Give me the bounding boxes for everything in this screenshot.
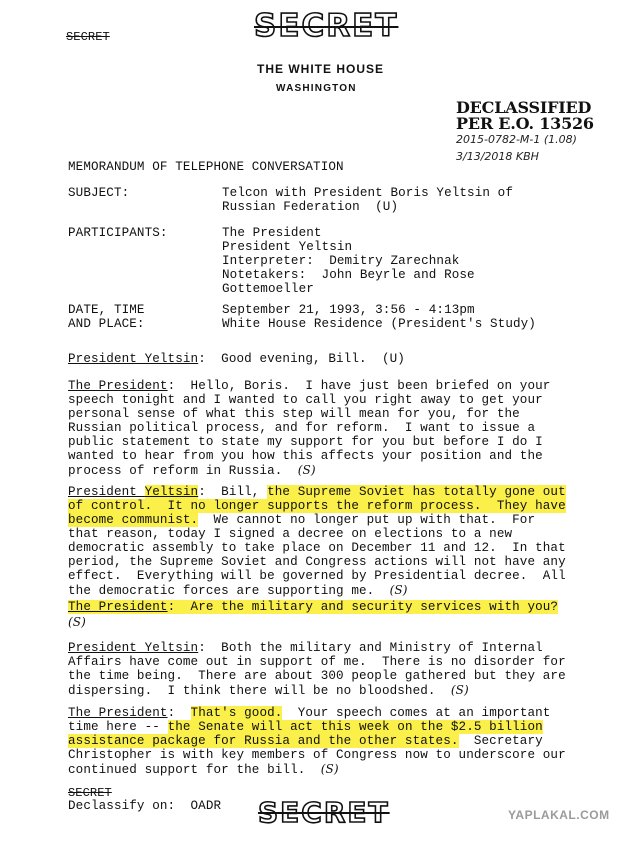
- declassified-stamp-line2: PER E.O. 13526: [456, 114, 594, 133]
- line-text: Your speech comes at an important: [282, 706, 551, 720]
- paragraph-yeltsin-2-line-7: effect. Everything will be governed by Presidential decree. All: [68, 569, 566, 583]
- classification-mark: (S): [297, 463, 316, 477]
- paragraph-president-3-line-4: Christopher is with key members of Congress now to underscore our: [68, 748, 566, 762]
- paragraph-yeltsin-2-line-2: [68, 499, 566, 513]
- date-value-line-1: September 21, 1993, 3:56 - 4:13pm: [222, 303, 475, 317]
- highlighted-text: of control. It no longer supports the reform process. They have: [68, 499, 566, 513]
- subject-line-1: Telcon with President Boris Yeltsin of: [222, 186, 513, 200]
- line-text: the democratic forces are supporting me.: [68, 584, 375, 598]
- speaker-label: President: [68, 485, 145, 499]
- paragraph-yeltsin-2-line-4: that reason, today I signed a decree on elections to a new: [68, 527, 513, 541]
- highlighted-text: That's good.: [190, 706, 283, 720]
- paragraph-yeltsin-2-line-1: [68, 485, 566, 499]
- utterance-text: : Hello, Boris. I have just been briefed on your: [167, 379, 551, 393]
- utterance-text: : Good evening, Bill. (U): [198, 352, 405, 366]
- line-text: We cannot no longer put up with that. For: [198, 513, 536, 527]
- paragraph-president-1-line-2: speech tonight and I wanted to call you right away to get your: [68, 393, 543, 407]
- declassified-stamp-line1: DECLASSIFIED: [456, 98, 592, 117]
- line-text: continued support for the bill.: [68, 763, 306, 777]
- paragraph-yeltsin-3-line-1: [68, 641, 543, 655]
- utterance-text: : Both the military and Ministry of Internal: [198, 641, 543, 655]
- paragraph-president-3-line-3: [68, 734, 543, 748]
- paragraph-yeltsin-greeting: [68, 352, 405, 366]
- participant-line-4: Notetakers: John Beyrle and Rose: [222, 268, 475, 282]
- paragraph-yeltsin-3-line-2: Affairs have come out in support of me. There is no disorder for: [68, 655, 566, 669]
- footer-secret-marking: SECRET: [68, 786, 112, 800]
- line-text: Secretary: [458, 734, 543, 748]
- line-text: process of reform in Russia.: [68, 464, 283, 478]
- top-left-secret-marking: SECRET: [66, 30, 110, 44]
- white-house-heading: THE WHITE HOUSE: [257, 62, 385, 76]
- speaker-label: President Yeltsin: [68, 641, 199, 655]
- paragraph-yeltsin-2-line-6: period, the Supreme Soviet and Congress actions will not have any: [68, 555, 566, 569]
- memo-title: MEMORANDUM OF TELEPHONE CONVERSATION: [68, 160, 344, 174]
- date-label-line-2: AND PLACE:: [68, 317, 145, 331]
- highlighted-text: become communist.: [68, 513, 199, 527]
- speaker-label: The President: [68, 706, 168, 720]
- declassify-on-line: Declassify on: OADR: [68, 799, 222, 813]
- paragraph-yeltsin-3-line-3: the time being. There are about 300 people gathered but they are: [68, 669, 566, 683]
- participant-line-2: President Yeltsin: [222, 240, 353, 254]
- line-text: time here --: [68, 720, 168, 734]
- paragraph-president-1-line-7: [68, 463, 316, 478]
- line-text: dispersing. I think there will be no bloodshed.: [68, 684, 436, 698]
- secret-stamp-bottom: SECRET: [258, 796, 390, 829]
- paragraph-yeltsin-2-line-3: [68, 513, 535, 527]
- declassified-date-initials: 3/13/2018 KBH: [456, 150, 539, 163]
- speaker-label: President Yeltsin: [68, 352, 199, 366]
- speaker-label-highlighted: Yeltsin: [144, 485, 199, 499]
- paragraph-president-1-line-5: public statement to state my support for you but before I do I: [68, 435, 543, 449]
- utterance-text: :: [167, 706, 191, 720]
- site-watermark: YAPLAKAL.COM: [508, 808, 610, 822]
- participant-line-3: Interpreter: Demitry Zarechnak: [222, 254, 460, 268]
- classification-mark: (S): [320, 762, 339, 776]
- washington-heading: WASHINGTON: [276, 83, 357, 94]
- subject-line-2: Russian Federation (U): [222, 200, 399, 214]
- classification-mark: (S): [389, 583, 408, 597]
- participants-label: PARTICIPANTS:: [68, 226, 168, 240]
- paragraph-president-3-line-5: [68, 762, 339, 777]
- paragraph-president-1-line-6: wanted to hear from you how this affects your position and the: [68, 449, 543, 463]
- secret-stamp-top: SECRET: [254, 8, 399, 44]
- utterance-text: : Bill,: [198, 485, 268, 499]
- paragraph-president-1-line-1: [68, 379, 550, 393]
- paragraph-president-2-line-1: [68, 600, 558, 614]
- highlighted-text: : Are the military and security services with you?: [167, 600, 559, 614]
- paragraph-yeltsin-3-line-4: [68, 683, 469, 698]
- highlighted-text: the Supreme Soviet has totally gone out: [267, 485, 566, 499]
- date-label-line-1: DATE, TIME: [68, 303, 145, 317]
- highlighted-text: the Senate will act this week on the $2.5 billion: [167, 720, 543, 734]
- declassified-case-number: 2015-0782-M-1 (1.08): [456, 133, 577, 146]
- classification-mark: (S): [68, 615, 86, 629]
- paragraph-president-3-line-1: [68, 706, 550, 720]
- paragraph-yeltsin-2-line-5: democratic assembly to take place on December 11 and 12. In that: [68, 541, 566, 555]
- paragraph-president-2-line-2: [68, 615, 86, 630]
- subject-label: SUBJECT:: [68, 186, 130, 200]
- date-value-line-2: White House Residence (President's Study): [222, 317, 536, 331]
- highlighted-text: assistance package for Russia and the other states.: [68, 734, 459, 748]
- speaker-label: The President: [68, 379, 168, 393]
- paragraph-president-1-line-3: personal sense of what this step will mean for you, for the: [68, 407, 520, 421]
- paragraph-president-1-line-4: Russian political process, and for reform. I want to issue a: [68, 421, 536, 435]
- paragraph-president-3-line-2: [68, 720, 543, 734]
- participant-line-1: The President: [222, 226, 322, 240]
- participant-line-5: Gottemoeller: [222, 282, 314, 296]
- classification-mark: (S): [450, 683, 469, 697]
- speaker-label: The President: [68, 600, 168, 614]
- paragraph-yeltsin-2-line-8: [68, 583, 408, 598]
